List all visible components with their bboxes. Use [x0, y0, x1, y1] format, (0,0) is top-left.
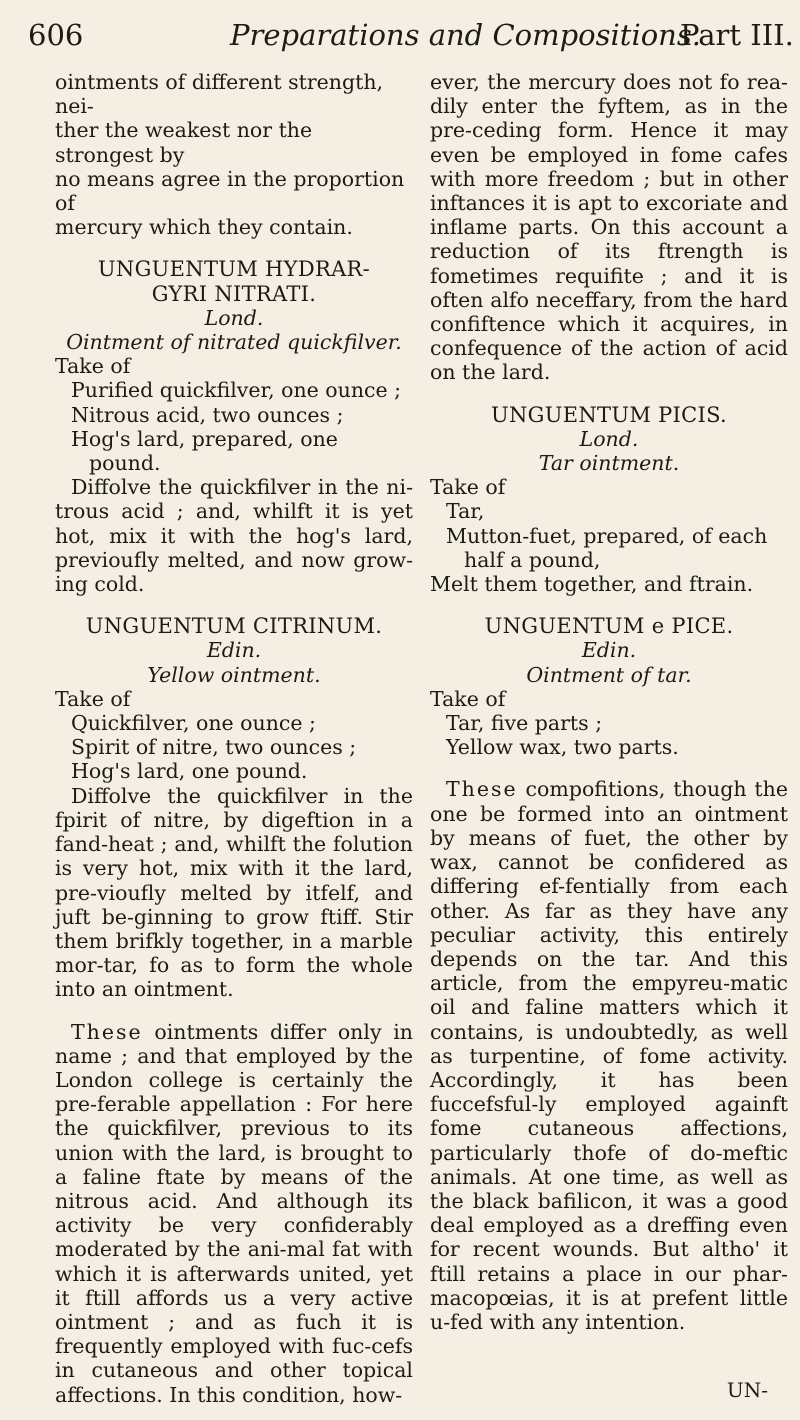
- section-english-name: Ointment of nitrated quickfilver.: [66, 330, 402, 355]
- intro-line: no means agree in the proportion of: [55, 166, 405, 216]
- take-of: Take of: [430, 475, 506, 500]
- section-title: UNGUENTUM e PICE.: [484, 614, 734, 639]
- directions: Melt them together, and ftrain.: [430, 572, 754, 597]
- commentary-text: compofitions, though the one be formed into an ointment by means of fuet, the other by wax, cannot be confidered as differing ef-fentially from each other. As far as they have any peculiar activity, this entirely depends on the tar. And this article, from the empyreu-matic oil and faline matters which it contains, is undoubtedly, as well as turpentine, of fome activity. Accordingly, it has been fuccefsful-ly employed againft fome cutaneous affections, particularly thofe of do-meftic animals. At one time, as well as the black bafilicon, it was a good deal employed as a dreffing even for recent wounds. But altho' it ftill retains a place in our phar-macopœias, it is at prefent little u-fed with any intention.: [430, 777, 788, 1334]
- ingredient: Quickfilver, one ounce ;: [71, 711, 316, 736]
- lead-word: These: [71, 1019, 143, 1044]
- take-of: Take of: [55, 354, 131, 379]
- left-column: [55, 70, 413, 1407]
- running-header: [0, 18, 800, 58]
- take-of: Take of: [55, 686, 131, 711]
- section-english-name: Yellow ointment.: [147, 662, 321, 687]
- ingredient: Tar, five parts ;: [446, 711, 603, 736]
- section-english-name: Tar ointment.: [538, 451, 680, 476]
- section-title: UNGUENTUM HYDRAR-: [97, 257, 371, 282]
- ingredient: Spirit of nitre, two ounces ;: [71, 735, 357, 760]
- directions: Diffolve the quickfilver in the fpirit of nitre, by digeftion in a fand-heat ; and, whilft the folution is very hot, mix with it the lard, pre-vioufly melted by itfelf, and juft be-ginning to grow ftiff. Stir them brifkly together, in a marble mor-tar, fo as to form the whole into an ointment.: [55, 783, 413, 1002]
- continued-paragraph: ever, the mercury does not fo rea-dily enter the fyftem, as in the pre-ceding form. Hence it may even be employed in fome cafes with more freedom ; but in other inftances it is apt to excoriate and inflame parts. On this account a reduction of its ftrength is fometimes requifite ; and it is often alfo neceffary, from the hard confiftence which it acquires, in confequence of the action of acid on the lard.: [430, 70, 788, 385]
- ingredient: Mutton-fuet, prepared, of each half a pound,: [446, 523, 768, 572]
- commentary-paragraph: [430, 777, 788, 1334]
- commentary-paragraph: [55, 1020, 413, 1407]
- section-source: Lond.: [204, 305, 264, 330]
- intro-line: mercury which they contain.: [55, 215, 353, 240]
- part-label: Part III.: [680, 18, 794, 52]
- lead-word: These: [446, 777, 518, 802]
- ingredient: Yellow wax, two parts.: [446, 735, 679, 760]
- ingredient: Purified quickfilver, one ounce ;: [71, 378, 402, 403]
- take-of: Take of: [430, 686, 506, 711]
- page-number: 606: [28, 18, 84, 52]
- section-title: GYRI NITRATI.: [151, 281, 317, 306]
- commentary-text: ointments differ only in name ; and that employed by the London college is certainly the pre-ferable appellation : For here the quickfilver, previous to its union with the lard, is brought to a faline ftate by means of the nitrous acid. And although its activity be very confiderably moderated by the ani-mal fat with which it is afterwards united, yet it ftill affords us a very active ointment ; and as fuch it is frequently employed with fuc-cefs in cutaneous and other topical affections. In this condition, how-: [55, 1019, 413, 1407]
- section-source: Lond.: [579, 426, 639, 451]
- section-source: Edin.: [581, 638, 637, 663]
- section-english-name: Ointment of tar.: [526, 662, 692, 687]
- catchword: UN-: [726, 1378, 768, 1402]
- ingredient: Tar,: [446, 499, 485, 524]
- section-title: UNGUENTUM PICIS.: [490, 402, 728, 427]
- ingredient: Hog's lard, one pound.: [71, 759, 308, 784]
- directions: Diffolve the quickfilver in the ni-trous acid ; and, whilft it is yet hot, mix it with the hog's lard, previoufly melted, and now grow-ing cold.: [55, 475, 413, 597]
- ingredient: Nitrous acid, two ounces ;: [71, 402, 344, 427]
- right-column: [430, 70, 788, 1334]
- running-title: Preparations and Compositions.: [230, 18, 701, 52]
- intro-line: ther the weakest nor the strongest by: [55, 118, 313, 167]
- section-title: UNGUENTUM CITRINUM.: [85, 614, 383, 639]
- ingredient: Hog's lard, prepared, one pound.: [71, 426, 338, 476]
- section-source: Edin.: [206, 638, 262, 663]
- intro-line: ointments of different strength, nei-: [55, 70, 384, 119]
